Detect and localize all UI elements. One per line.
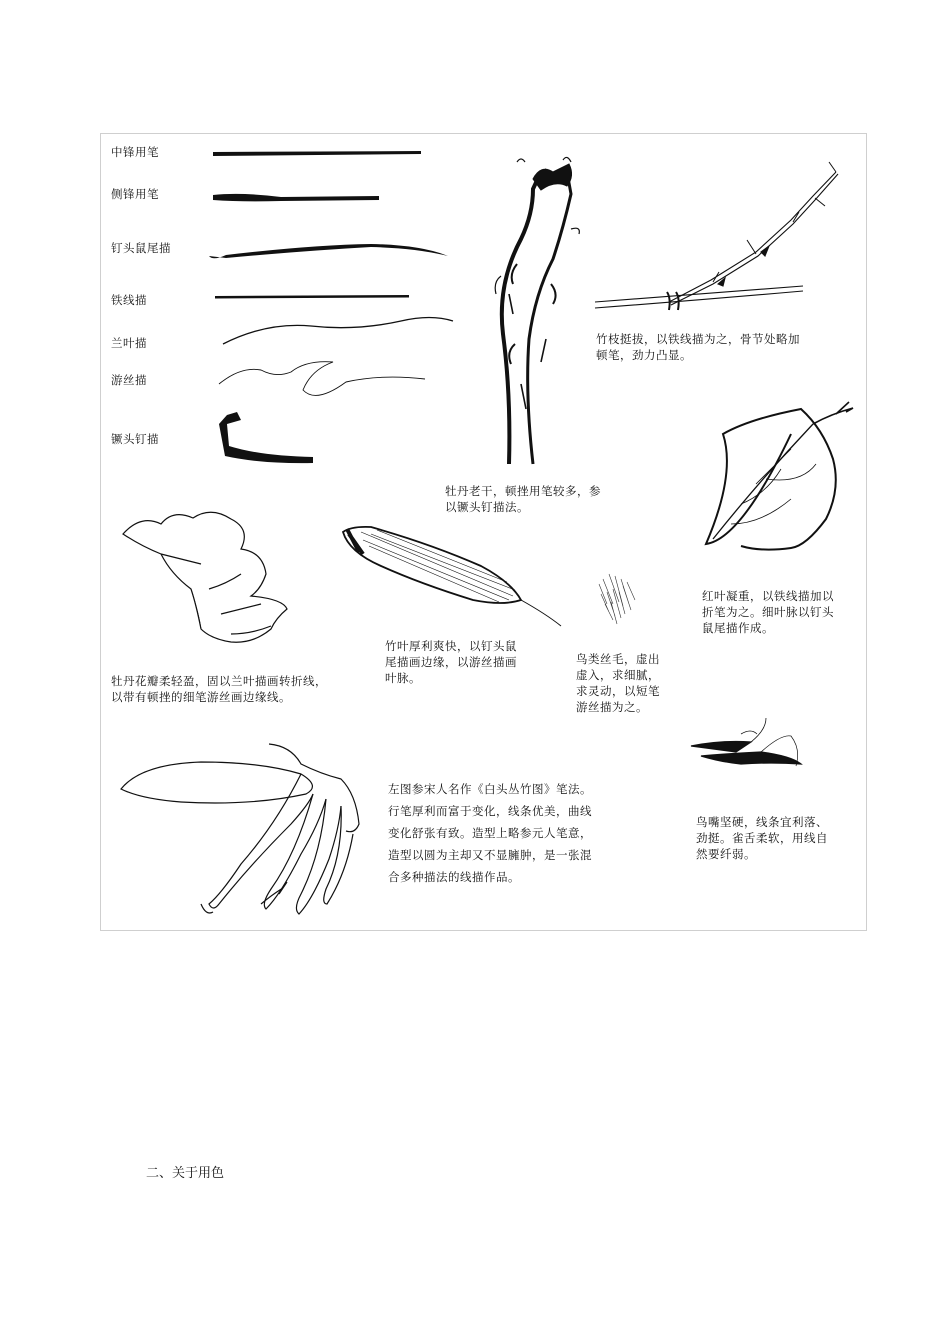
peony-trunk-drawing <box>495 157 579 464</box>
label-side-tip: 侧锋用笔 <box>111 187 159 201</box>
caption-red-leaf: 红叶凝重，以铁线描加以 折笔为之。细叶脉以钉头 鼠尾描作成。 <box>702 589 834 635</box>
stroke-gossamer <box>219 362 425 396</box>
caption-peony-trunk: 牡丹老干，顿挫用笔较多，参 以镢头钉描法。 <box>445 484 601 514</box>
label-iron-wire: 铁线描 <box>111 293 147 307</box>
bamboo-branch-drawing <box>595 162 838 310</box>
brush-stroke-samples <box>209 151 453 463</box>
caption-bird-feather: 鸟类丝毛，虚出 虚入，求细腻， 求灵动，以短笔 游丝描为之。 <box>576 652 660 714</box>
bird-beak-drawing <box>691 718 801 766</box>
stroke-side-tip <box>213 194 379 201</box>
stroke-hoe-nail <box>219 412 313 463</box>
caption-bamboo-leaf: 竹叶厚利爽快，以钉头鼠 尾描画边缘，以游丝描画 叶脉。 <box>385 639 517 685</box>
caption-bamboo-cluster: 左图参宋人名作《白头丛竹图》笔法。 行笔厚利而富于变化，线条优美，曲线 变化舒张有致。造型上略参元人笔意， 造型以圆为主却又不显臃肿，是一张混 合多种描法的线描作品。 <box>388 782 592 884</box>
caption-peony-petal: 牡丹花瓣柔轻盈，固以兰叶描画转折线， 以带有顿挫的细笔游丝画边缘线。 <box>111 674 327 704</box>
stroke-nail-tail <box>209 244 448 258</box>
bamboo-leaf-drawing <box>343 527 561 626</box>
caption-bamboo-branch: 竹枝挺拔，以铁线描为之，骨节处略加 顿笔，劲力凸显。 <box>596 332 800 362</box>
caption-bird-beak: 鸟嘴坚硬，线条宜利落、 劲挺。雀舌柔软，用线自 然要纤弱。 <box>696 815 828 861</box>
label-nail-tail: 钉头鼠尾描 <box>111 241 171 255</box>
label-center-tip: 中锋用笔 <box>111 145 159 159</box>
line-drawing-figure <box>100 133 867 931</box>
bird-feather-drawing <box>599 574 635 624</box>
stroke-orchid-leaf <box>223 318 453 345</box>
peony-petal-drawing <box>123 512 287 642</box>
label-orchid-leaf: 兰叶描 <box>111 336 147 350</box>
label-gossamer: 游丝描 <box>111 373 147 387</box>
red-leaf-drawing <box>706 402 853 550</box>
stroke-iron-wire <box>215 295 409 299</box>
section-heading: 二、关于用色 <box>146 1166 225 1181</box>
label-hoe-nail: 镢头钉描 <box>111 432 159 446</box>
stroke-center-tip <box>213 151 421 156</box>
bamboo-cluster-drawing <box>121 744 359 914</box>
